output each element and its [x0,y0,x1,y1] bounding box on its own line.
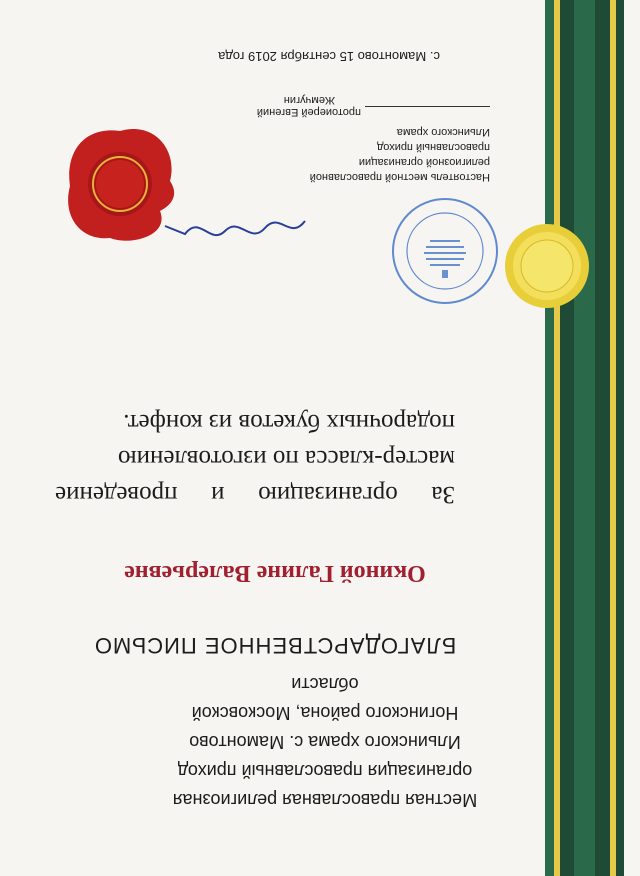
body-line: подарочных букетов из конфет. [123,409,455,436]
place-date: с. Мамонтово 15 сентября 2019 года [218,49,440,64]
signature-rule [365,106,490,107]
letter-title: БЛАГОДАРСТВЕННОЕ ПИСЬМО [93,633,457,658]
organization-line: организация православный приход [177,761,473,781]
organization-line: области [291,674,359,694]
body-line: мастер-класса по изготовлению [117,445,455,472]
organization-line: Ильинского храма с. Мамонтово [189,732,461,752]
signer-name: протоиерей Евгений [256,106,361,118]
gold-medal-icon [502,221,592,311]
decorative-ribbon [520,0,640,876]
signer-block [190,124,490,184]
signer-surname: Жемчугин [283,94,335,106]
signature-line [230,94,490,118]
organization-line: Ногинского района, Московской [191,703,459,723]
signer-line: православный приход [377,141,490,153]
handwritten-signature [160,206,310,246]
body-line: За организацию и проведение [55,481,455,508]
organization-line: Местная православная религиозная [172,790,478,810]
signer-line: Настоятель местной православной [309,171,490,183]
signer-line: религиозной организации [358,156,490,168]
organization-header [160,669,490,814]
letter-body [55,404,455,512]
wax-seal-icon [60,116,180,246]
signer-line: Ильинского храма [396,126,490,138]
recipient-name: Окиной Галине Валерьевне [124,560,426,586]
church-stamp [390,196,500,306]
